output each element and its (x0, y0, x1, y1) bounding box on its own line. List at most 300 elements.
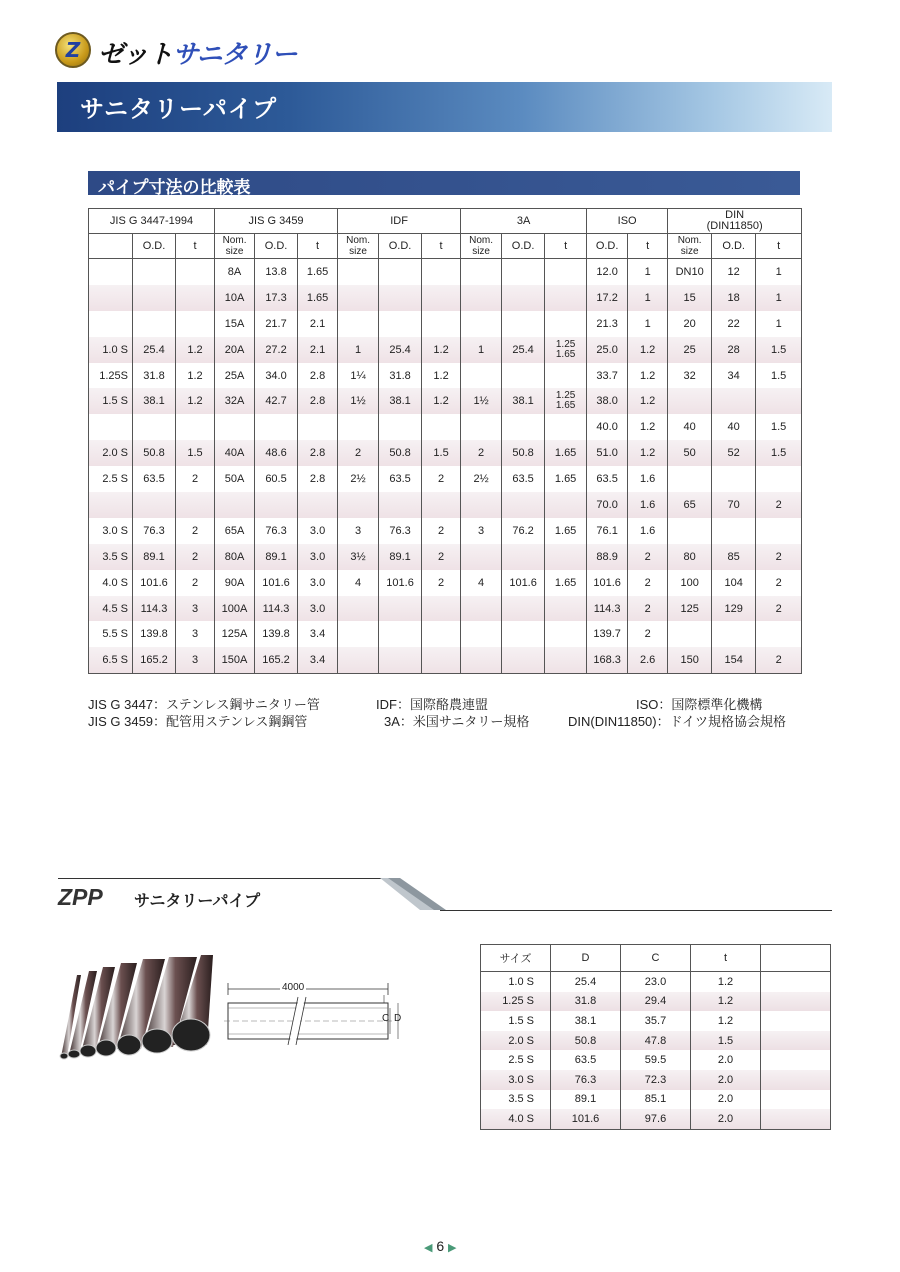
table-cell: 101.6 (133, 570, 176, 596)
table-cell: 2.6 (628, 647, 668, 673)
table-cell: 3.0 (298, 570, 338, 596)
table-cell: 50.8 (133, 440, 176, 466)
table-row (89, 414, 802, 440)
size-cell: 1.2 (691, 1011, 761, 1031)
sub-header: O.D. (379, 234, 422, 259)
brand-name-blue: サニタリー (172, 40, 297, 70)
table-cell: 125A (215, 621, 255, 647)
table-cell (502, 647, 545, 673)
table-cell: 25.4 (502, 337, 545, 363)
table-cell: 4.0 S (89, 570, 133, 596)
table-cell: 1.6 (628, 492, 668, 518)
table-cell: 1.65 (545, 518, 587, 544)
table-cell: 25 (668, 337, 712, 363)
group-header: IDF (338, 209, 461, 234)
table-cell (545, 544, 587, 570)
size-cell: 1.5 (691, 1031, 761, 1051)
size-cell: 89.1 (551, 1090, 621, 1110)
table-cell: 21.3 (587, 311, 628, 337)
table-cell (133, 492, 176, 518)
table-cell (461, 621, 502, 647)
table-cell (422, 621, 461, 647)
table-cell: 101.6 (502, 570, 545, 596)
table-cell: 40A (215, 440, 255, 466)
size-cell: 1.5 S (481, 1011, 551, 1031)
sub-header: O.D. (133, 234, 176, 259)
table-cell: 100A (215, 596, 255, 622)
product-code: ZPP (58, 884, 103, 910)
table-cell: 2.8 (298, 363, 338, 389)
table-cell: 25A (215, 363, 255, 389)
table-cell: 20 (668, 311, 712, 337)
table-cell (461, 285, 502, 311)
table-cell: 2 (628, 570, 668, 596)
size-cell (761, 972, 831, 992)
table-cell: 139.7 (587, 621, 628, 647)
table-cell: 63.5 (502, 466, 545, 492)
table-cell: 154 (712, 647, 756, 673)
table-cell: 2 (422, 570, 461, 596)
table-cell (502, 363, 545, 389)
table-cell: 1.2 (176, 388, 215, 414)
size-cell: 85.1 (621, 1090, 691, 1110)
table-cell: 8A (215, 259, 255, 285)
table-cell: 3 (176, 596, 215, 622)
table-cell (133, 311, 176, 337)
table-cell: 3.0 (298, 518, 338, 544)
size-cell (761, 1070, 831, 1090)
table-cell (502, 311, 545, 337)
size-cell: 31.8 (551, 992, 621, 1012)
table-cell (422, 311, 461, 337)
group-header: ISO (587, 209, 668, 234)
table-cell (461, 311, 502, 337)
table-cell (89, 414, 133, 440)
table-row (89, 647, 802, 673)
table-cell: 15A (215, 311, 255, 337)
table-cell (502, 259, 545, 285)
brand-name-black: ゼット (98, 40, 173, 70)
group-header: 3A (461, 209, 587, 234)
sub-header: Nom. size (215, 234, 255, 259)
sub-header: Nom. size (668, 234, 712, 259)
table-cell: 12.0 (587, 259, 628, 285)
table-cell: 6.5 S (89, 647, 133, 673)
table-cell: 32A (215, 388, 255, 414)
table-cell: 1.5 S (89, 388, 133, 414)
table-cell: 101.6 (587, 570, 628, 596)
sub-header: Nom. size (461, 234, 502, 259)
size-cell: 4.0 S (481, 1109, 551, 1129)
length-label: 4000 (282, 982, 305, 993)
table-cell: 34 (712, 363, 756, 389)
size-header (761, 945, 831, 972)
table-cell: 1.2 (628, 414, 668, 440)
size-cell: 63.5 (551, 1050, 621, 1070)
table-row (89, 492, 802, 518)
table-cell: 1.65 (298, 285, 338, 311)
comparison-table (88, 208, 802, 674)
table-cell: 76.1 (587, 518, 628, 544)
sub-header: t (422, 234, 461, 259)
size-cell: 101.6 (551, 1109, 621, 1129)
size-row (481, 992, 831, 1012)
table-row (89, 363, 802, 389)
table-cell: 1¼ (338, 363, 379, 389)
table-row (89, 621, 802, 647)
table-cell: 38.1 (133, 388, 176, 414)
group-header: JIS G 3447-1994 (89, 209, 215, 234)
table-cell: 25.4 (133, 337, 176, 363)
table-cell (338, 647, 379, 673)
table-cell: 2 (338, 440, 379, 466)
size-row (481, 972, 831, 992)
table-cell: 1 (628, 311, 668, 337)
zpp-heading-graphic (380, 876, 450, 912)
table-cell (338, 414, 379, 440)
table-cell (298, 492, 338, 518)
table-cell (215, 414, 255, 440)
table-cell: 2 (176, 466, 215, 492)
table-cell (668, 388, 712, 414)
table-cell: 2 (176, 518, 215, 544)
size-cell: 2.0 (691, 1050, 761, 1070)
table-cell: 2 (628, 621, 668, 647)
size-cell (761, 1050, 831, 1070)
table-cell (545, 311, 587, 337)
table-cell (338, 621, 379, 647)
table-row (89, 596, 802, 622)
size-header: サイズ (481, 945, 551, 972)
product-name: サニタリーパイプ (134, 891, 261, 910)
table-cell (461, 647, 502, 673)
legend-3a: 3A：米国サニタリー規格 (384, 714, 530, 729)
table-cell (502, 596, 545, 622)
table-cell: 50 (668, 440, 712, 466)
table-cell: 38.1 (379, 388, 422, 414)
size-header: C (621, 945, 691, 972)
next-page-icon[interactable]: ▶ (448, 1242, 457, 1254)
table-cell: 1.5 (756, 414, 802, 440)
size-cell (761, 1090, 831, 1110)
size-row (481, 1031, 831, 1051)
table-row (89, 466, 802, 492)
table-cell: 1.65 (545, 440, 587, 466)
table-cell: 89.1 (379, 544, 422, 570)
table-cell (502, 285, 545, 311)
table-cell (176, 414, 215, 440)
table-cell (379, 492, 422, 518)
table-cell: 1.25 1.65 (545, 388, 587, 414)
table-cell (422, 285, 461, 311)
sub-header: O.D. (587, 234, 628, 259)
table-cell (422, 492, 461, 518)
table-cell: 2.8 (298, 388, 338, 414)
table-row (89, 570, 802, 596)
size-cell (761, 1031, 831, 1051)
table-cell: 76.3 (379, 518, 422, 544)
table-cell: 63.5 (379, 466, 422, 492)
page-title: サニタリーパイプ (80, 95, 278, 123)
table-cell: 31.8 (133, 363, 176, 389)
table-cell: 65 (668, 492, 712, 518)
size-table (480, 944, 831, 1130)
table-cell: 165.2 (255, 647, 298, 673)
table-cell: 1.6 (628, 466, 668, 492)
table-cell: 1.5 (756, 363, 802, 389)
table-cell: 101.6 (255, 570, 298, 596)
table-cell (379, 259, 422, 285)
size-cell: 1.2 (691, 972, 761, 992)
table-cell: 70.0 (587, 492, 628, 518)
table-cell: 50.8 (502, 440, 545, 466)
table-cell (712, 518, 756, 544)
size-cell: 3.0 S (481, 1070, 551, 1090)
table-cell: 50.8 (379, 440, 422, 466)
table-cell: 2.8 (298, 466, 338, 492)
table-cell: 22 (712, 311, 756, 337)
table-cell: 34.0 (255, 363, 298, 389)
table-cell: 1 (461, 337, 502, 363)
table-cell: 1.2 (176, 363, 215, 389)
size-cell: 2.0 (691, 1070, 761, 1090)
table-cell: 65A (215, 518, 255, 544)
size-cell: 1.0 S (481, 972, 551, 992)
prev-page-icon[interactable]: ◀ (424, 1242, 433, 1254)
table-cell: 20A (215, 337, 255, 363)
sub-header: O.D. (255, 234, 298, 259)
table-cell (422, 596, 461, 622)
table-cell: 1 (338, 337, 379, 363)
table-cell (255, 414, 298, 440)
table-cell: 28 (712, 337, 756, 363)
table-cell (502, 414, 545, 440)
table-cell: 76.3 (255, 518, 298, 544)
table-cell (461, 544, 502, 570)
table-cell: 21.7 (255, 311, 298, 337)
table-cell (379, 621, 422, 647)
table-cell (461, 596, 502, 622)
table-cell: 150A (215, 647, 255, 673)
table-cell: 60.5 (255, 466, 298, 492)
zpp-rule-bottom (440, 910, 832, 911)
table-cell: 2.5 S (89, 466, 133, 492)
table-cell (133, 414, 176, 440)
size-row (481, 1011, 831, 1031)
legend-idf: IDF：国際酪農連盟 (376, 697, 488, 712)
table-cell (756, 621, 802, 647)
table-cell: 114.3 (587, 596, 628, 622)
table-cell: 114.3 (255, 596, 298, 622)
table-cell (422, 647, 461, 673)
table-cell (379, 311, 422, 337)
table-cell: 2½ (461, 466, 502, 492)
pipe-dimension-diagram (220, 975, 410, 1045)
table-cell: 70 (712, 492, 756, 518)
table-cell: 1.5 (422, 440, 461, 466)
table-cell (461, 492, 502, 518)
table-cell: 2 (628, 544, 668, 570)
table-cell: 1.6 (628, 518, 668, 544)
table-cell (298, 414, 338, 440)
table-cell: 51.0 (587, 440, 628, 466)
table-cell: 2.0 S (89, 440, 133, 466)
table-row (89, 518, 802, 544)
table-cell: 10A (215, 285, 255, 311)
table-cell (422, 414, 461, 440)
table-cell: 31.8 (379, 363, 422, 389)
size-row (481, 1109, 831, 1129)
table-cell (379, 596, 422, 622)
table-cell: 42.7 (255, 388, 298, 414)
table-cell: 40 (712, 414, 756, 440)
table-cell: 1 (756, 259, 802, 285)
table-cell: 3.5 S (89, 544, 133, 570)
table-cell: 27.2 (255, 337, 298, 363)
table-cell: 17.3 (255, 285, 298, 311)
table-cell: 139.8 (133, 621, 176, 647)
table-cell: 1.0 S (89, 337, 133, 363)
table-cell (176, 311, 215, 337)
table-cell: 2½ (338, 466, 379, 492)
table-cell (668, 621, 712, 647)
group-header: DIN (DIN11850) (668, 209, 802, 234)
size-cell: 1.25 S (481, 992, 551, 1012)
table-cell: 25.0 (587, 337, 628, 363)
size-cell (761, 1011, 831, 1031)
table-cell: 48.6 (255, 440, 298, 466)
outer-diameter-label: D (394, 1013, 402, 1024)
table-cell: 100 (668, 570, 712, 596)
table-cell: 125 (668, 596, 712, 622)
table-cell (502, 621, 545, 647)
table-cell: 1½ (461, 388, 502, 414)
table-cell: 2 (176, 570, 215, 596)
section-title: パイプ寸法の比較表 (98, 178, 251, 198)
table-cell (712, 388, 756, 414)
table-cell (338, 492, 379, 518)
table-cell: 38.1 (502, 388, 545, 414)
size-cell: 2.0 (691, 1090, 761, 1110)
table-cell: 1.2 (422, 388, 461, 414)
table-cell: 85 (712, 544, 756, 570)
table-cell: 32 (668, 363, 712, 389)
table-cell: 12 (712, 259, 756, 285)
table-cell: 2 (461, 440, 502, 466)
legend-iso: ISO：国際標準化機構 (636, 697, 763, 712)
table-cell: 40 (668, 414, 712, 440)
table-cell: 5.5 S (89, 621, 133, 647)
table-cell: 1.65 (545, 466, 587, 492)
size-cell: 1.2 (691, 992, 761, 1012)
table-cell (176, 492, 215, 518)
table-cell (756, 518, 802, 544)
table-cell (461, 414, 502, 440)
table-cell: 80 (668, 544, 712, 570)
table-cell: 88.9 (587, 544, 628, 570)
size-cell: 2.0 (691, 1109, 761, 1129)
table-cell (133, 259, 176, 285)
size-header: t (691, 945, 761, 972)
table-cell: 1 (756, 311, 802, 337)
table-cell: 2.1 (298, 311, 338, 337)
table-cell (756, 466, 802, 492)
page-number (424, 1238, 457, 1254)
table-row (89, 440, 802, 466)
size-cell: 72.3 (621, 1070, 691, 1090)
table-cell: 3.0 S (89, 518, 133, 544)
table-cell: 2 (756, 647, 802, 673)
table-row (89, 337, 802, 363)
size-row (481, 1070, 831, 1090)
group-header: JIS G 3459 (215, 209, 338, 234)
size-cell: 50.8 (551, 1031, 621, 1051)
table-row (89, 259, 802, 285)
table-cell: 1.65 (545, 570, 587, 596)
table-cell: 89.1 (255, 544, 298, 570)
table-cell (176, 259, 215, 285)
table-cell: 40.0 (587, 414, 628, 440)
size-row (481, 1090, 831, 1110)
zpp-rule-top (58, 878, 388, 879)
table-cell: 15 (668, 285, 712, 311)
table-cell (379, 647, 422, 673)
size-header: D (551, 945, 621, 972)
size-cell (761, 1109, 831, 1129)
table-cell: 1.25S (89, 363, 133, 389)
table-cell: 52 (712, 440, 756, 466)
size-cell: 25.4 (551, 972, 621, 992)
sub-header: t (628, 234, 668, 259)
size-cell: 47.8 (621, 1031, 691, 1051)
table-cell: 3 (338, 518, 379, 544)
table-cell: 2 (422, 518, 461, 544)
sub-header: Nom. size (338, 234, 379, 259)
table-cell: 3.0 (298, 596, 338, 622)
size-cell: 59.5 (621, 1050, 691, 1070)
table-cell (379, 285, 422, 311)
table-row (89, 285, 802, 311)
table-cell (133, 285, 176, 311)
table-cell: 18 (712, 285, 756, 311)
table-row (89, 388, 802, 414)
inner-diameter-label: C (382, 1013, 390, 1024)
table-cell: 114.3 (133, 596, 176, 622)
table-cell: 1.25 1.65 (545, 337, 587, 363)
table-cell: 168.3 (587, 647, 628, 673)
table-cell: 1.5 (756, 337, 802, 363)
table-cell: 1.65 (298, 259, 338, 285)
size-cell: 35.7 (621, 1011, 691, 1031)
table-cell: 1.2 (422, 363, 461, 389)
table-cell: 2 (176, 544, 215, 570)
table-cell (712, 621, 756, 647)
table-cell: 2 (422, 466, 461, 492)
table-cell: 3.4 (298, 621, 338, 647)
table-cell: 4 (338, 570, 379, 596)
table-cell: 1 (756, 285, 802, 311)
brand-logo-mark: Z (55, 32, 91, 68)
table-cell (712, 466, 756, 492)
table-cell (756, 388, 802, 414)
legend-din: DIN(DIN11850)：ドイツ規格協会規格 (568, 714, 786, 729)
table-cell: 76.3 (133, 518, 176, 544)
table-cell (502, 544, 545, 570)
table-cell (379, 414, 422, 440)
sub-header: t (756, 234, 802, 259)
table-cell (545, 621, 587, 647)
table-cell: 38.0 (587, 388, 628, 414)
